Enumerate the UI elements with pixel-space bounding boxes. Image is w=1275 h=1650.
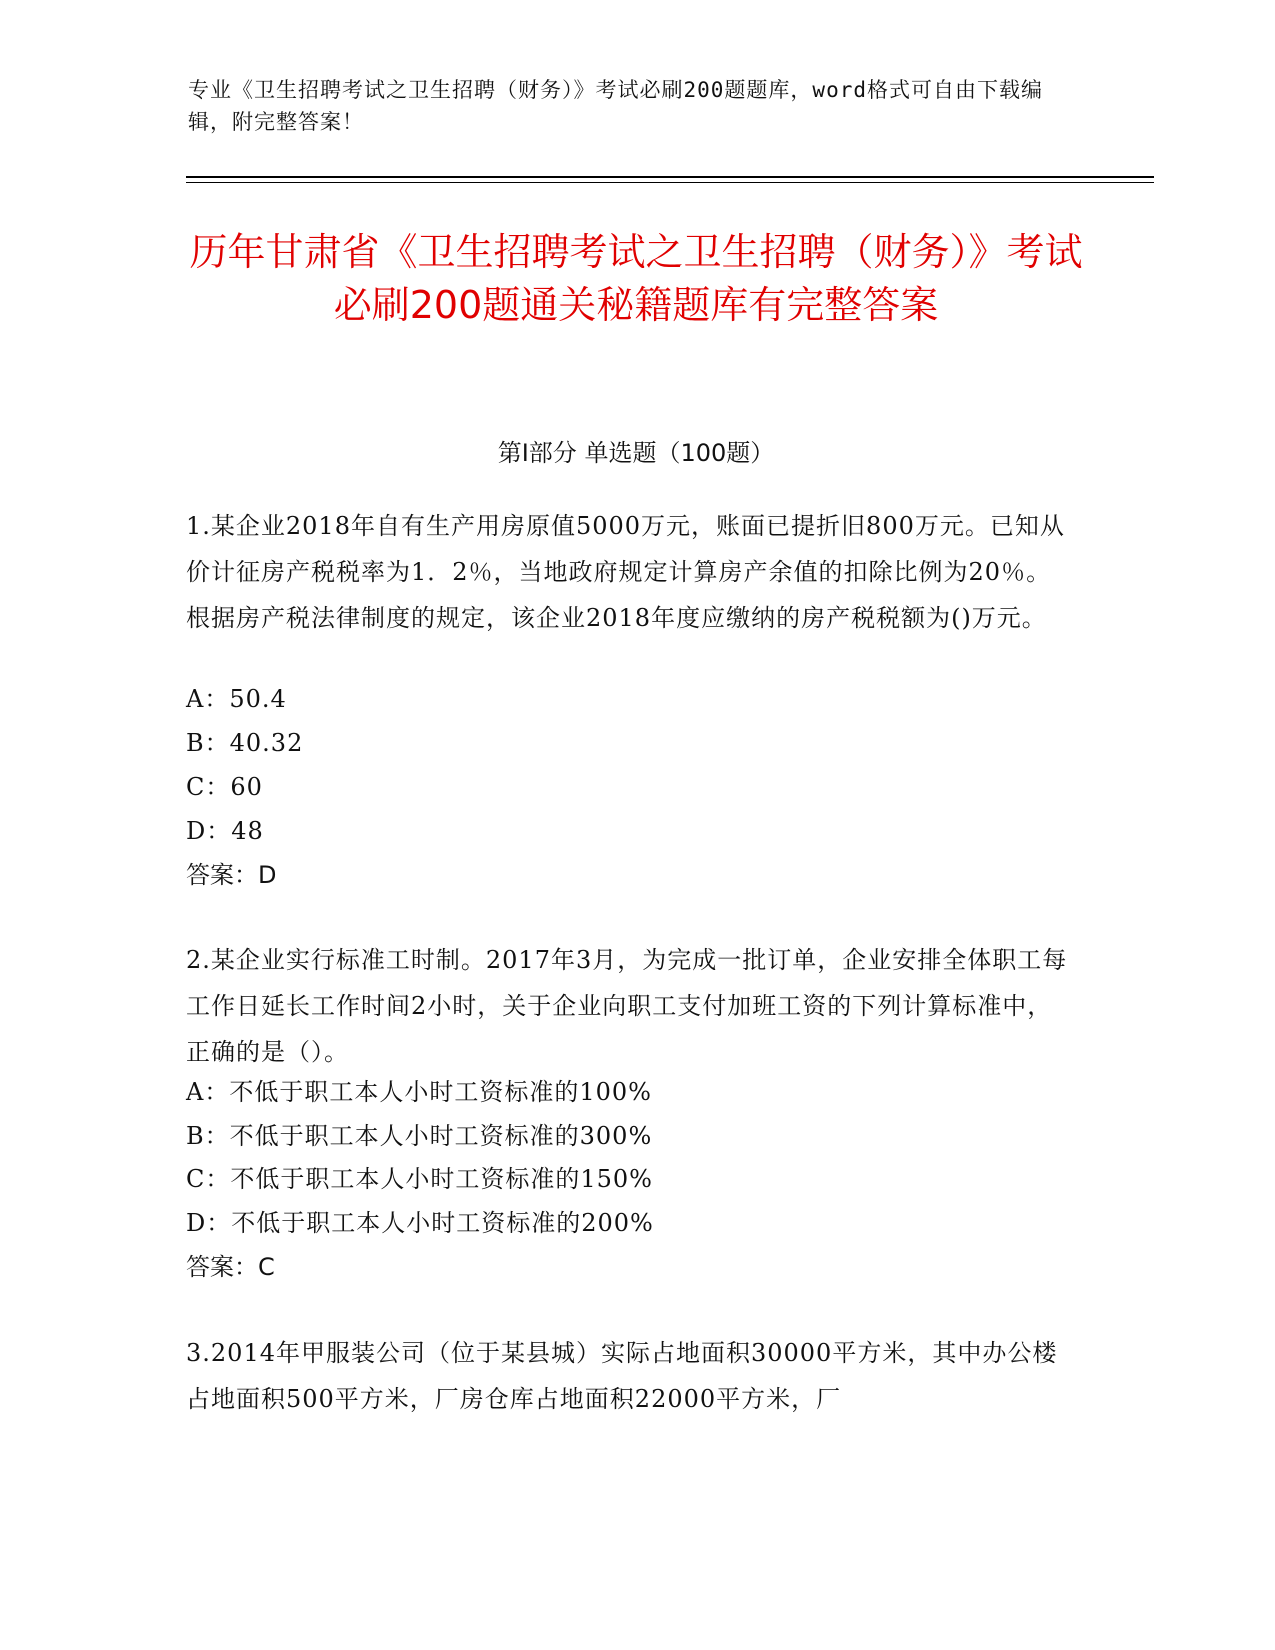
question-1-answer: 答案：D	[186, 861, 277, 889]
header-note: 专业《卫生招聘考试之卫生招聘（财务）》考试必刷200题题库，word格式可自由下载编辑，附完整答案！	[188, 78, 1043, 134]
question-1-option-a: A：50.4	[186, 685, 287, 713]
section-heading: 第Ⅰ部分 单选题（100题）	[497, 439, 775, 467]
question-1-text: 1.某企业2018年自有生产用房原值5000万元，账面已提折旧800万元。已知从价计征房产税税率为1．2％，当地政府规定计算房产余值的扣除比例为20％。根据房产税法律制度的规定，该企业2018年度应缴纳的房产税税额为()万元。	[186, 512, 1065, 632]
question-1-option-b: B：40.32	[186, 729, 304, 757]
question-2-text: 2.某企业实行标准工时制。2017年3月，为完成一批订单，企业安排全体职工每工作日延长工作时间2小时，关于企业向职工支付加班工资的下列计算标准中，正确的是（）。	[186, 946, 1068, 1066]
question-2-answer: 答案：C	[186, 1253, 275, 1281]
header-divider-thin	[186, 182, 1154, 183]
question-1-option-c: C：60	[186, 773, 263, 801]
question-1-option-d: D：48	[186, 817, 264, 845]
header-divider-thick	[186, 176, 1154, 178]
question-2-option-b: B：不低于职工本人小时工资标准的300%	[186, 1122, 653, 1150]
question-3-text: 3.2014年甲服装公司（位于某县城）实际占地面积30000平方米，其中办公楼占地面积500平方米，厂房仓库占地面积22000平方米，厂	[186, 1339, 1058, 1413]
question-2-option-d: D：不低于职工本人小时工资标准的200%	[186, 1209, 654, 1237]
question-2-option-a: A：不低于职工本人小时工资标准的100%	[186, 1078, 652, 1106]
question-2-option-c: C：不低于职工本人小时工资标准的150%	[186, 1165, 653, 1193]
document-title: 历年甘肃省《卫生招聘考试之卫生招聘（财务）》考试必刷200题通关秘籍题库有完整答案	[189, 230, 1083, 327]
